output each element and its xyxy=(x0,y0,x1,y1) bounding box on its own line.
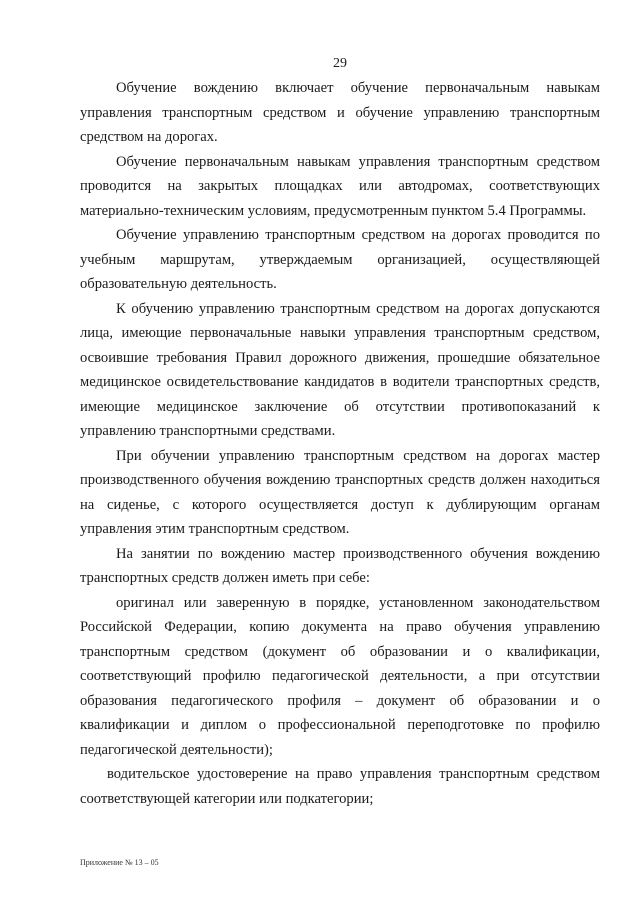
paragraph-road-routes: Обучение управлению транспортным средством на дорогах проводится по учебным маршрутам, утверждаемым организацией, осуществляющей образовательную деятельность. xyxy=(80,227,600,292)
paragraph-admission-requirements: К обучению управлению транспортным средством на дорогах допускаются лица, имеющие первоначальные навыки управления транспортным средством, освоившие требования Правил дорожного движения, прошедшие обязательное медицинское освидетельствование кандидатов в водители транспортных средств, имеющие медицинское заключение об отсутствии противопоказаний к управлению транспортными средствами. xyxy=(80,300,600,439)
paragraph-instructor-documents-intro: На занятии по вождению мастер производственного обучения вождению транспортных средств должен иметь при себе: xyxy=(80,545,600,586)
list-item-driver-license: водительское удостоверение на право управления транспортным средством соответствующей категории или подкатегории; xyxy=(80,766,600,807)
footer-attachment-label: Приложение № 13 – 05 xyxy=(80,858,159,867)
paragraph-driving-training-scope: Обучение вождению включает обучение первоначальным навыкам управления транспортным средством и обучение управлению транспортным средством на дорогах. xyxy=(80,80,600,145)
page-number: 29 xyxy=(333,56,347,71)
paragraph-instructor-seat: При обучении управлению транспортным средством на дорогах мастер производственного обучения вождению транспортных средств должен находиться на сиденье, с которого осуществляется доступ к дублирующим органам управления этим транспортным средством. xyxy=(80,447,600,537)
list-item-qualification-document: оригинал или заверенную в порядке, установленном законодательством Российской Федерации, копию документа на право обучения управлению транспортным средством (документ об образовании и о квалификации, соответствующий профилю педагогической деятельности, а при отсутствии образования педагогического профиля – документ об образовании и о квалификации и диплом о профессиональной переподготовке по профилю педагогической деятельности); xyxy=(80,594,600,758)
document-body xyxy=(80,76,600,811)
paragraph-initial-skills-location: Обучение первоначальным навыкам управления транспортным средством проводится на закрытых площадках или автодромах, соответствующих материально-техническим условиям, предусмотренным пунктом 5.4 Программы. xyxy=(80,153,600,219)
